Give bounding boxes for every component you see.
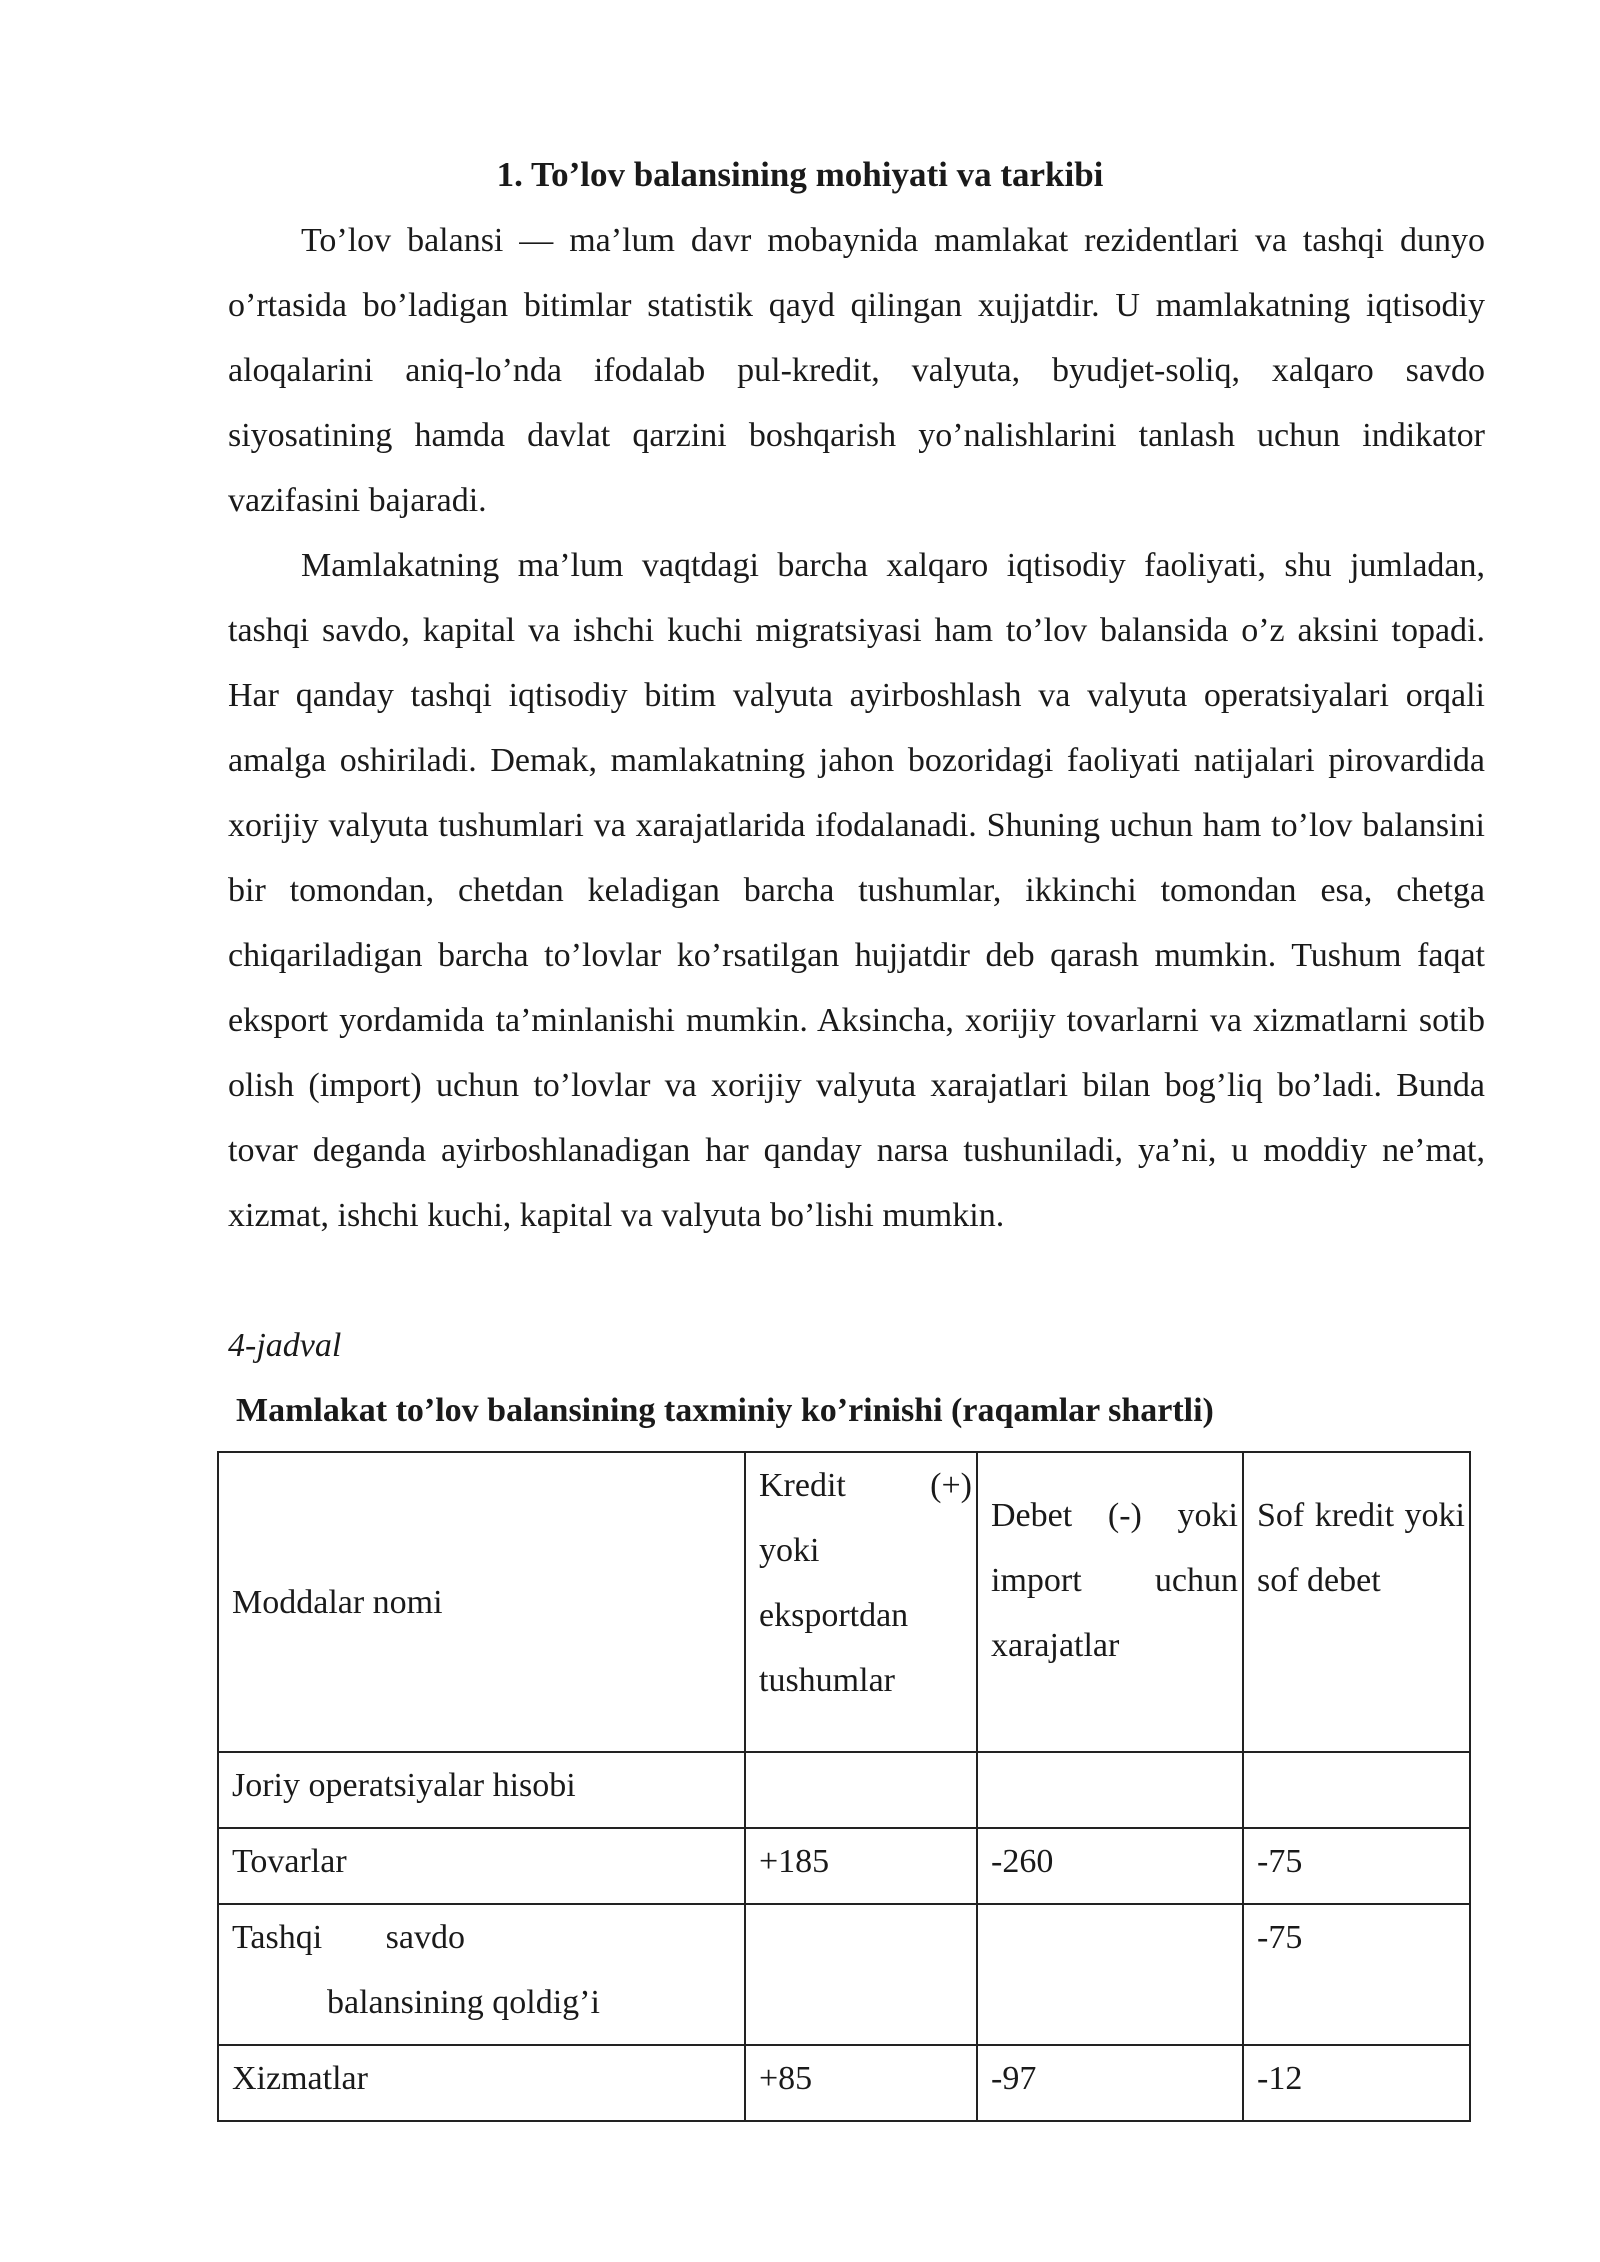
header-net: Sof kredit yoki sof debet [1243,1452,1470,1752]
row-credit: +85 [745,2045,977,2121]
row-debit: -97 [977,2045,1243,2121]
row-name-line-2: balansining qoldig’i [327,1984,600,2021]
row-debit: -260 [977,1828,1243,1904]
table-row [218,1828,1470,1904]
header-credit-sign: (+) [930,1467,972,1504]
row-credit [745,1752,977,1828]
header-name: Moddalar nomi [218,1452,745,1752]
paragraph-2: Mamlakatning ma’lum vaqtdagi barcha xalqaro iqtisodiy faoliyati, shu jumladan, tashqi savdo, kapital va ishchi kuchi migratsiyasi ham to’lov balansida o’z aksini topadi. Har qanday tashqi iqtisodiy bitim valyuta ayirboshlash va valyuta operatsiyalari orqali amalga oshiriladi. Demak, mamlakatning jahon bozoridagi faoliyati natijalari pirovardida xorijiy valyuta tushumlari va xarajatlarida ifodalanadi. Shuning uchun ham to’lov balansini bir tomondan, chetdan keladigan barcha tushumlar, ikkinchi tomondan esa, chetga chiqariladigan barcha to’lovlar ko’rsatilgan hujjatdir deb qarash mumkin. Tushum faqat eksport yordamida ta’minlanishi mumkin. Aksincha, xorijiy tovarlarni va xizmatlarni sotib olish (import) uchun to’lovlar va xorijiy valyuta xarajatlari bilan bog’liq bo’ladi. Bunda tovar deganda ayirboshlanadigan har qanday narsa tushuniladi, ya’ni, u moddiy ne’mat, xizmat, ishchi kuchi, kapital va valyuta bo’lishi mumkin. [228,547,1485,1234]
section-heading: 1. To’lov balansining mohiyati va tarkibi [496,155,1104,194]
row-name: Tovarlar [218,1828,745,1904]
row-name-line-1: Tashqi savdo [232,1919,465,1956]
table-header-row [218,1452,1470,1752]
row-name: Xizmatlar [218,2045,745,2121]
table-row [218,1904,1470,2045]
paragraph-1: To’lov balansi — ma’lum davr mobaynida mamlakat rezidentlari va tashqi dunyo o’rtasida bo’ladigan bitimlar statistik qayd qilingan xujjatdir. U mamlakatning iqtisodiy aloqalarini aniq-lo’nda ifodalab pul-kredit, valyuta, byudjet-soliq, xalqaro savdo siyosatining hamda davlat qarzini boshqarish yo’nalishlarini tanlash uchun indikator vazifasini bajaradi. [228,222,1485,519]
row-net [1243,1752,1470,1828]
table-label: 4-jadval [228,1327,342,1364]
balance-table [217,1451,1471,2122]
table-row [218,1752,1470,1828]
row-name: Joriy operatsiyalar hisobi [218,1752,745,1828]
row-debit [977,1904,1243,2045]
header-debit: Debet (-) yoki import uchun xarajatlar [977,1452,1243,1752]
header-credit-word: Kredit [759,1467,846,1504]
row-credit: +185 [745,1828,977,1904]
row-name [218,1904,745,2045]
row-debit [977,1752,1243,1828]
row-net: -75 [1243,1904,1470,2045]
row-net: -75 [1243,1828,1470,1904]
table-row [218,2045,1470,2121]
header-credit [745,1452,977,1752]
header-credit-rest: yoki eksportdan tushumlar [759,1532,909,1699]
row-credit [745,1904,977,2045]
table-title: Mamlakat to’lov balansining taxminiy ko’rinishi (raqamlar shartli) [236,1392,1214,1429]
row-net: -12 [1243,2045,1470,2121]
